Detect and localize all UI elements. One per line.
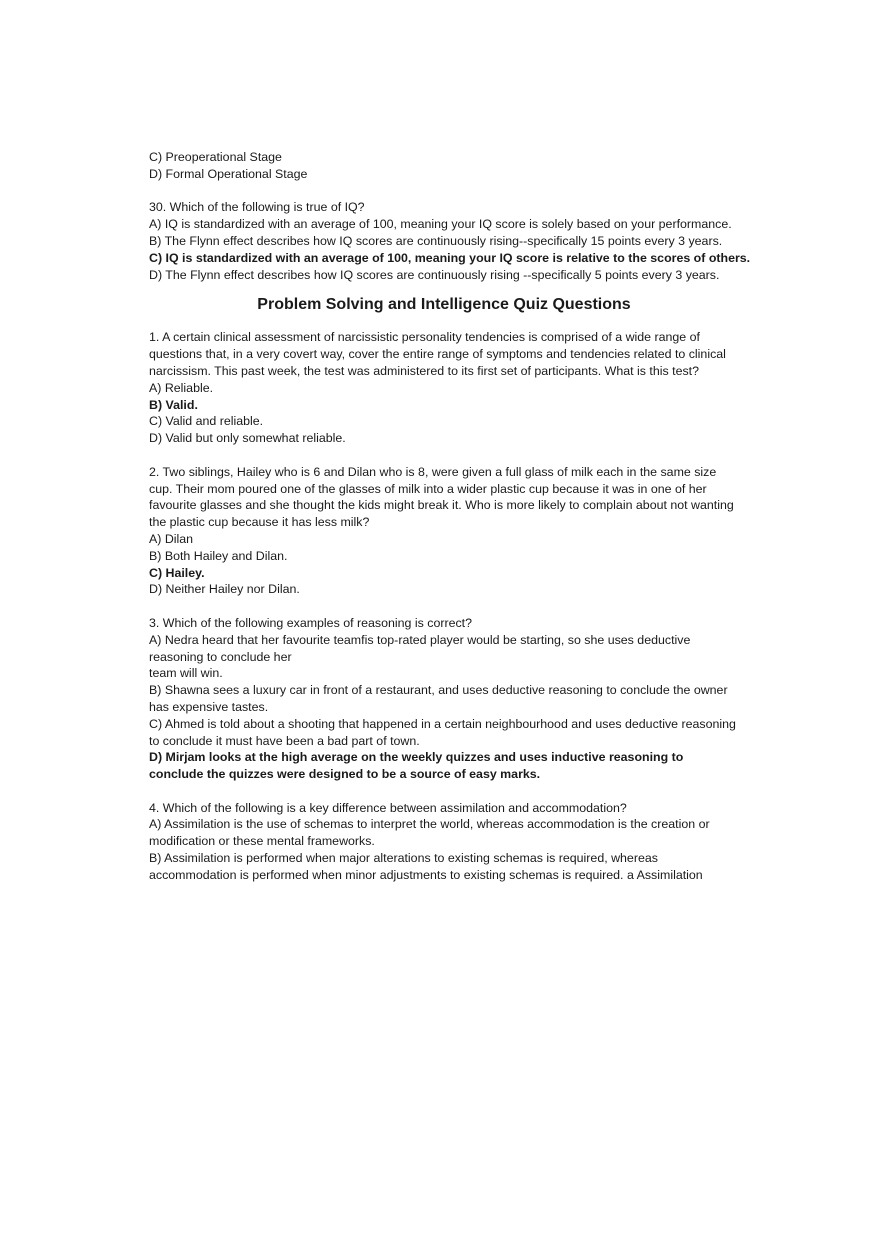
question-2-option-b: B) Both Hailey and Dilan. bbox=[149, 548, 288, 563]
spacer bbox=[149, 783, 739, 800]
question-4-option-a: A) Assimilation is the use of schemas to interpret the world, whereas accommodation is the creation or modification or these mental frameworks. bbox=[149, 817, 710, 849]
question-2-option-d: D) Neither Hailey nor Dilan. bbox=[149, 582, 300, 597]
question-2-option-c-answer: C) Hailey. bbox=[149, 565, 205, 580]
question-3-option-a: A) Nedra heard that her favourite teamfis top-rated player would be starting, so she uses deductive reasoning to conclude her bbox=[149, 632, 691, 664]
question-30-text: 30. Which of the following is true of IQ? bbox=[149, 200, 365, 215]
document-body bbox=[149, 149, 751, 884]
question-1-text: 1. A certain clinical assessment of narcissistic personality tendencies is comprised of a wide range of questions that, in a very covert way, cover the entire range of symptoms and tendencies related to clinical narcissism. This past week, the test was administered to its first set of participants. What is this test? bbox=[149, 330, 726, 378]
spacer bbox=[149, 447, 739, 464]
spacer bbox=[149, 598, 739, 615]
question-1-option-d: D) Valid but only somewhat reliable. bbox=[149, 431, 346, 446]
question-2-option-a: A) Dilan bbox=[149, 531, 194, 546]
question-3 bbox=[149, 615, 739, 783]
question-4-text: 4. Which of the following is a key difference between assimilation and accommodation? bbox=[149, 800, 627, 815]
question-4-option-b: B) Assimilation is performed when major alterations to existing schemas is required, whereas accommodation is performed when minor adjustments to existing schemas is required. a Assimilation bbox=[149, 851, 703, 882]
question-2 bbox=[149, 464, 739, 598]
question-4 bbox=[149, 800, 739, 884]
question-30-option-d: D) The Flynn effect describes how IQ scores are continuously rising --specifically 5 points every 3 years. bbox=[149, 267, 720, 282]
question-1-option-c: C) Valid and reliable. bbox=[149, 414, 264, 429]
question-30-option-c-answer: C) IQ is standardized with an average of 100, meaning your IQ score is relative to the scores of others. bbox=[149, 250, 751, 265]
question-3-option-d-answer: D) Mirjam looks at the high average on the weekly quizzes and uses inductive reasoning to conclude the quizzes were designed to be a source of easy marks. bbox=[149, 750, 684, 782]
question-30-option-b: B) The Flynn effect describes how IQ scores are continuously rising--specifically 15 points every 3 years. bbox=[149, 233, 723, 248]
question-1-option-a: A) Reliable. bbox=[149, 380, 214, 395]
question-2-text: 2. Two siblings, Hailey who is 6 and Dilan who is 8, were given a full glass of milk each in the same size cup. Their mom poured one of the glasses of milk into a wider plastic cup because it was in one of her favourite glasses and she thought the kids might break it. Who is more likely to complain about not wanting the plastic cup because it has less milk? bbox=[149, 464, 734, 530]
section-title: Problem Solving and Intelligence Quiz Questions bbox=[257, 296, 631, 314]
top-option-d: D) Formal Operational Stage bbox=[149, 166, 308, 181]
question-30 bbox=[149, 199, 751, 283]
question-3-option-c: C) Ahmed is told about a shooting that happened in a certain neighbourhood and uses deductive reasoning to conclude it must have been a bad part of town. bbox=[149, 716, 736, 748]
question-1 bbox=[149, 329, 739, 447]
question-1-option-b-answer: B) Valid. bbox=[149, 397, 198, 412]
spacer bbox=[149, 183, 739, 200]
top-option-c: C) Preoperational Stage bbox=[149, 150, 282, 164]
question-30-option-a: A) IQ is standardized with an average of 100, meaning your IQ score is solely based on your performance. bbox=[149, 217, 732, 232]
question-3-text: 3. Which of the following examples of reasoning is correct? bbox=[149, 615, 473, 630]
question-3-option-b: B) Shawna sees a luxury car in front of a restaurant, and uses deductive reasoning to conclude the owner has expensive tastes. bbox=[149, 683, 728, 714]
question-3-option-a-continued: team will win. bbox=[149, 666, 223, 681]
